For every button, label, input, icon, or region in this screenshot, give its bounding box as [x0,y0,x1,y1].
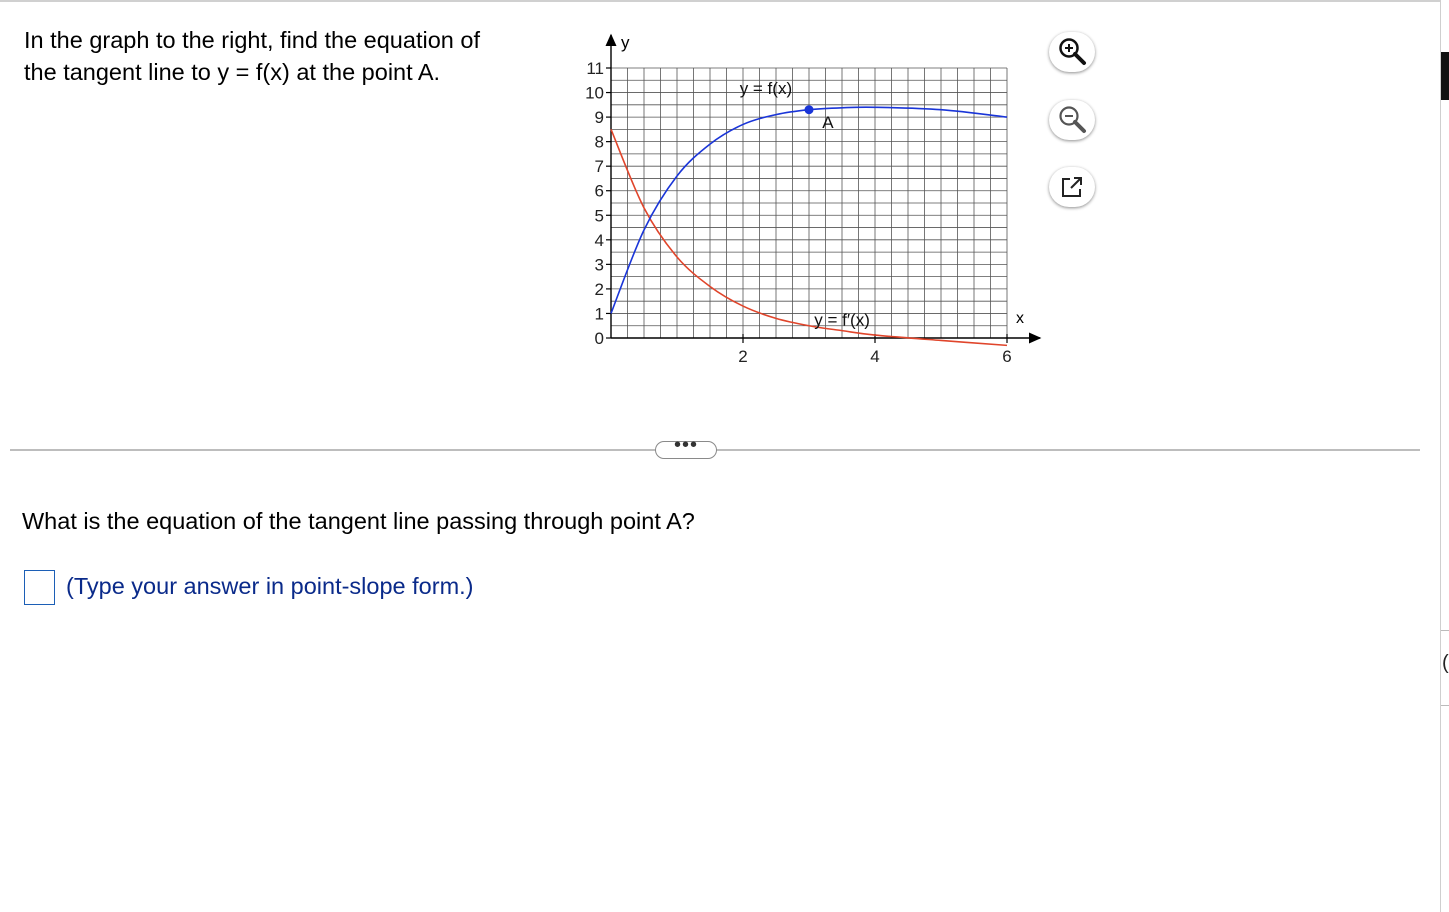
rail-divider [1441,705,1449,706]
zoom-out-icon [1057,105,1087,135]
zoom-out-button[interactable] [1049,100,1095,140]
zoom-in-button[interactable] [1049,32,1095,72]
y-tick-label: 3 [594,255,604,275]
y-tick-label: 7 [594,157,604,177]
y-tick-label: 11 [586,59,604,78]
point-a-marker [805,105,814,114]
y-tick-label: 4 [594,230,604,250]
curve-f-prime-label: y = f′(x) [814,310,870,330]
x-axis-label: x [1016,310,1024,327]
more-button-dots: ••• [673,434,698,456]
more-button[interactable] [655,434,717,459]
problem-line-1: In the graph to the right, find the equation of [24,27,480,53]
x-tick-label: 6 [1002,347,1012,366]
point-a-label: A [822,113,834,133]
popout-button[interactable] [1049,167,1095,207]
y-tick-label: 8 [594,132,604,152]
zoom-in-icon [1057,37,1087,67]
answer-input[interactable] [24,570,55,605]
cut-off-glyph: ( [1442,652,1449,674]
rail-divider [1441,630,1449,631]
y-tick-label: 9 [594,108,604,128]
y-tick-label: 2 [594,279,604,299]
question-text: What is the equation of the tangent line passing through point A? [22,508,695,534]
y-tick-label: 0 [594,329,604,348]
problem-line-2: the tangent line to y = f(x) at the point A. [24,59,441,85]
answer-hint: (Type your answer in point-slope form.) [66,573,474,599]
y-tick-label: 5 [594,206,604,226]
y-tick-label: 1 [594,304,604,324]
right-scroll-rail [1440,0,1449,912]
axes [606,35,1040,343]
graph-figure [560,30,1050,375]
curve-f-label: y = f(x) [739,78,793,98]
external-window-icon [1059,174,1085,200]
x-tick-label: 2 [738,347,748,366]
scroll-indicator [1441,52,1449,100]
x-tick-label: 4 [870,347,880,366]
problem-statement [24,24,564,88]
y-tick-label: 6 [594,181,604,201]
y-tick-label: 10 [585,83,604,103]
graph-labels [585,33,1024,366]
y-axis-label: y [621,33,630,52]
top-border [0,0,1448,2]
